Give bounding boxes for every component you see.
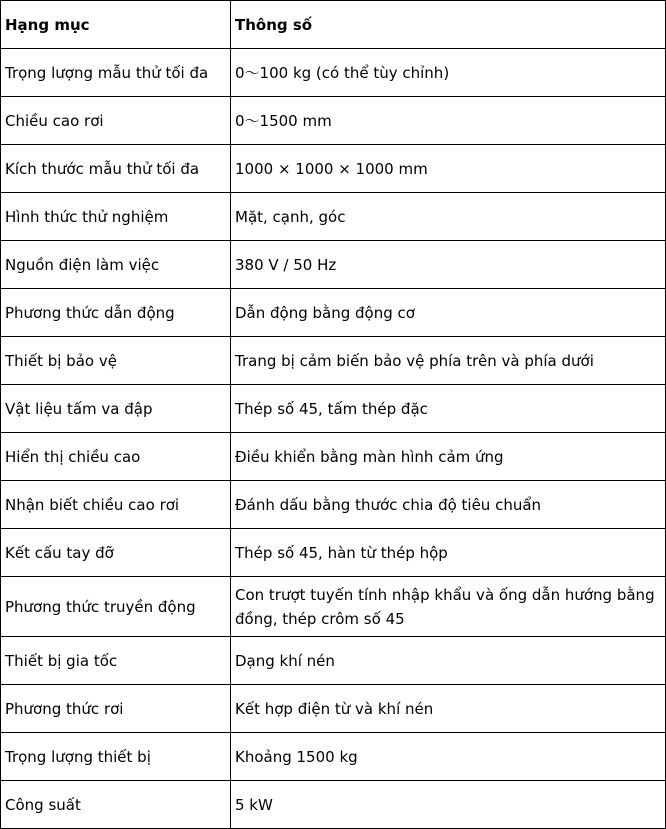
table-row <box>1 49 666 97</box>
row-label: Phương thức dẫn động <box>1 289 231 337</box>
row-label: Trọng lượng mẫu thử tối đa <box>1 49 231 97</box>
table-row <box>1 193 666 241</box>
row-value: Mặt, cạnh, góc <box>231 193 666 241</box>
row-value: Trang bị cảm biến bảo vệ phía trên và phía dưới <box>231 337 666 385</box>
row-label: Vật liệu tấm va đập <box>1 385 231 433</box>
table-row <box>1 337 666 385</box>
row-value: 5 kW <box>231 781 666 829</box>
row-label: Kích thước mẫu thử tối đa <box>1 145 231 193</box>
row-label: Nguồn điện làm việc <box>1 241 231 289</box>
table-row <box>1 637 666 685</box>
row-label: Hiển thị chiều cao <box>1 433 231 481</box>
table-row <box>1 433 666 481</box>
table-row <box>1 733 666 781</box>
row-value: Khoảng 1500 kg <box>231 733 666 781</box>
row-value: 1000 × 1000 × 1000 mm <box>231 145 666 193</box>
table-row <box>1 781 666 829</box>
row-label: Kết cấu tay đỡ <box>1 529 231 577</box>
row-value: 380 V / 50 Hz <box>231 241 666 289</box>
row-value: 0～100 kg (có thể tùy chỉnh) <box>231 49 666 97</box>
row-label: Công suất <box>1 781 231 829</box>
row-value: 0～1500 mm <box>231 97 666 145</box>
row-value: Kết hợp điện từ và khí nén <box>231 685 666 733</box>
table-row <box>1 145 666 193</box>
table-row <box>1 481 666 529</box>
table-header-row <box>1 1 666 49</box>
row-value: Thép số 45, tấm thép đặc <box>231 385 666 433</box>
table-row <box>1 385 666 433</box>
row-label: Thiết bị bảo vệ <box>1 337 231 385</box>
row-label: Phương thức truyền động <box>1 577 231 637</box>
row-value: Điều khiển bằng màn hình cảm ứng <box>231 433 666 481</box>
row-label: Phương thức rơi <box>1 685 231 733</box>
row-value: Đánh dấu bằng thước chia độ tiêu chuẩn <box>231 481 666 529</box>
table-row <box>1 241 666 289</box>
row-value: Con trượt tuyến tính nhập khẩu và ống dẫn hướng bằng đồng, thép crôm số 45 <box>231 577 666 637</box>
row-label: Nhận biết chiều cao rơi <box>1 481 231 529</box>
table-row <box>1 685 666 733</box>
row-label: Chiều cao rơi <box>1 97 231 145</box>
row-label: Hình thức thử nghiệm <box>1 193 231 241</box>
table-row <box>1 97 666 145</box>
row-value: Thép số 45, hàn từ thép hộp <box>231 529 666 577</box>
row-label: Thiết bị gia tốc <box>1 637 231 685</box>
header-parameter: Thông số <box>231 1 666 49</box>
row-label: Trọng lượng thiết bị <box>1 733 231 781</box>
header-category: Hạng mục <box>1 1 231 49</box>
table-row <box>1 529 666 577</box>
table-row <box>1 289 666 337</box>
row-value: Dẫn động bằng động cơ <box>231 289 666 337</box>
row-value: Dạng khí nén <box>231 637 666 685</box>
table-row <box>1 577 666 637</box>
